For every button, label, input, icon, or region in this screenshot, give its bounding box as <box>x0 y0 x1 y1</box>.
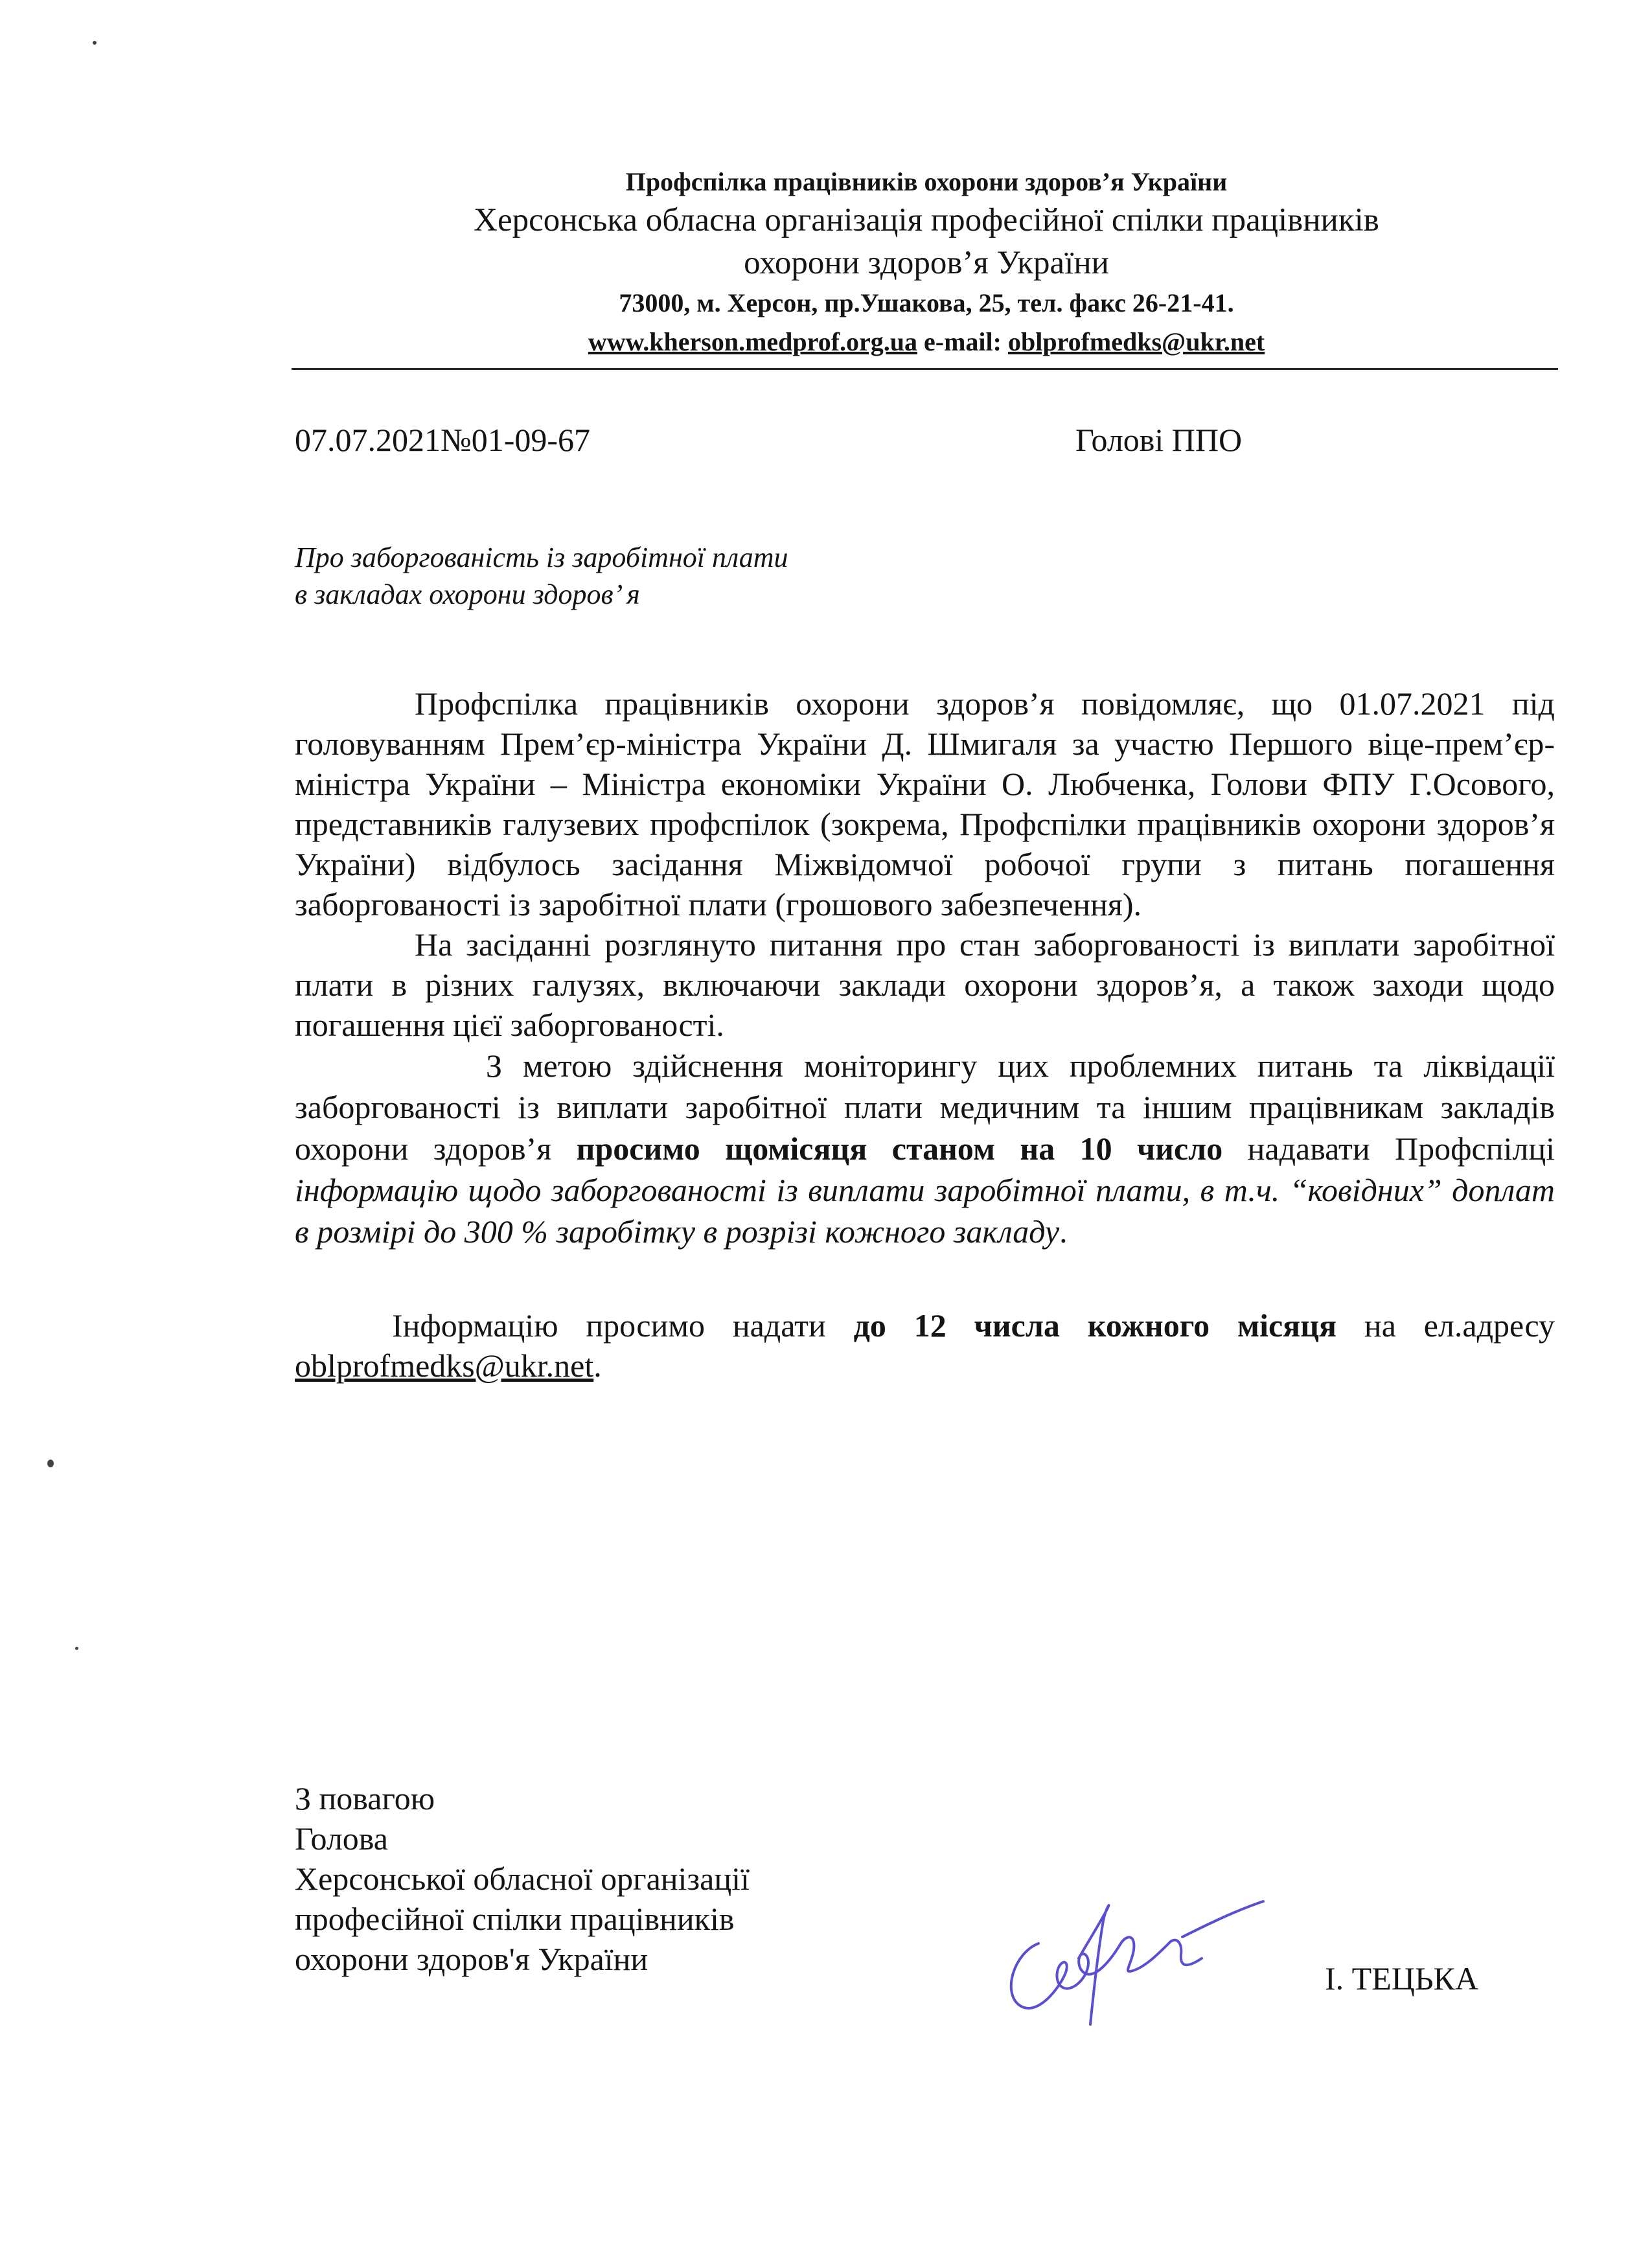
p3-end: . <box>1059 1213 1068 1250</box>
paragraph-4 <box>295 1305 1555 1386</box>
paragraph-2: На засіданні розглянуто питання про стан заборгованості із виплати заробітної плати в різних галузях, включаючи заклади охорони здоров’я, а також заходи щодо погашення цієї заборгованості. <box>295 926 1555 1043</box>
closing-block <box>295 1778 750 1979</box>
letter-body <box>295 683 1555 1386</box>
letterhead-divider <box>292 368 1558 370</box>
contact-line <box>292 322 1561 362</box>
union-name: Профспілка працівників охорони здоров’я України <box>625 167 1228 196</box>
closing-org-line1: Херсонської обласної організації <box>295 1861 750 1897</box>
closing-org-line3: охорони здоров'я України <box>295 1941 648 1977</box>
closing-regards: З повагою <box>295 1780 435 1816</box>
letter-subject <box>295 539 788 613</box>
p4-text-2: на ел.адресу <box>1337 1307 1555 1344</box>
p4-text: Інформацію просимо надати <box>392 1307 854 1344</box>
website-link[interactable]: www.kherson.medprof.org.ua <box>588 327 918 356</box>
subject-line1: Про заборгованість із заробітної плати <box>295 542 788 573</box>
p3-text-2: надавати Профспілці <box>1222 1130 1555 1167</box>
addressee: Голові ППО <box>1075 422 1243 458</box>
handwritten-signature <box>988 1882 1279 2037</box>
scan-speck <box>47 1460 54 1467</box>
p4-end: . <box>593 1347 602 1384</box>
paragraph-3 <box>295 1045 1555 1252</box>
scan-speck <box>75 1647 78 1650</box>
org-name-line1: Херсонська обласна організація професійної спілки працівників <box>474 202 1379 238</box>
letterhead <box>292 165 1561 362</box>
date-and-number: 07.07.2021№01-09-67 <box>295 422 591 458</box>
closing-title: Голова <box>295 1820 388 1857</box>
closing-org-line2: професійної спілки працівників <box>295 1901 735 1937</box>
org-name-line2: охорони здоров’я України <box>744 245 1109 281</box>
p3-text: З метою здійснення моніторингу цих проблемних питань та ліквідації заборгованості із виплати заробітної плати медичним та іншим працівникам закладів охорони здоров’я <box>295 1048 1555 1167</box>
email-label: e-mail: <box>924 327 1002 356</box>
email-link[interactable]: oblprofmedks@ukr.net <box>1007 327 1265 356</box>
signer-name: І. ТЕЦЬКА <box>1325 1960 1479 1997</box>
org-address: 73000, м. Херсон, пр.Ушакова, 25, тел. факс 26-21-41. <box>619 288 1234 317</box>
p3-info-italic: інформацію щодо заборгованості із виплати заробітної плати, в т.ч. “ковідних” доплат в розмірі до 300 % заробітку в розрізі кожного закладу <box>295 1172 1555 1250</box>
paragraph-1: Профспілка працівників охорони здоров’я повідомляє, що 01.07.2021 під головуванням Прем’єр-міністра України Д. Шмигаля за участю Першого віце-прем’єр-міністра України – Міністра економіки України О. Любченка, Голови ФПУ Г.Осового, представників галузевих профспілок (зокрема, Профспілки працівників охорони здоров’я України) відбулось засідання Міжвідомчої робочої групи з питань погашення заборгованості із заробітної плати (грошового забезпечення). <box>295 685 1555 922</box>
subject-line2: в закладах охорони здоров’ я <box>295 578 640 610</box>
scan-speck <box>93 41 97 45</box>
p4-email-link[interactable]: oblprofmedks@ukr.net <box>295 1347 594 1384</box>
p3-request-bold: просимо щомісяця станом на 10 число <box>576 1130 1223 1167</box>
p4-deadline-bold: до 12 числа кожного місяця <box>853 1307 1337 1344</box>
